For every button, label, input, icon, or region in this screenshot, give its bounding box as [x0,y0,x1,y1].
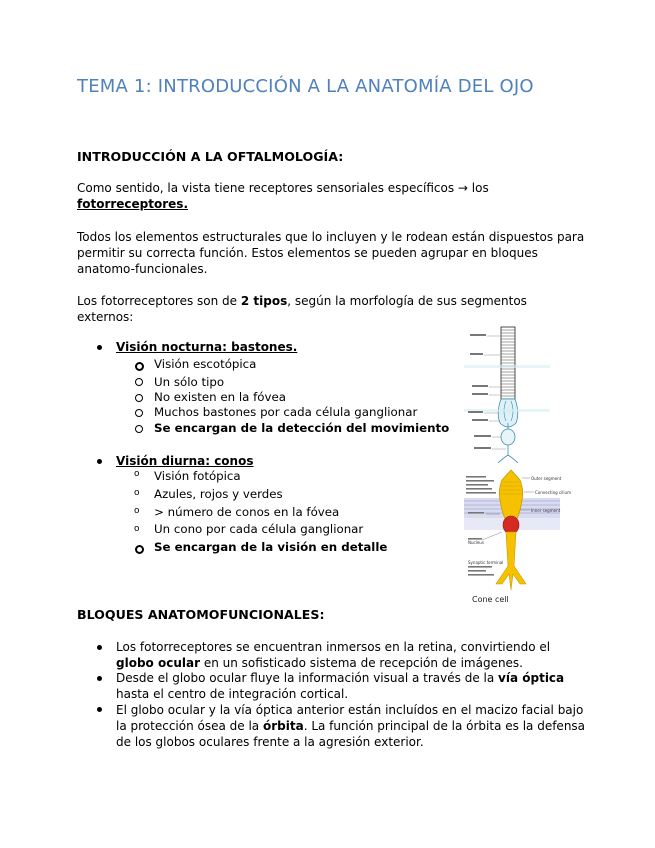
bullet-dot [97,645,102,650]
bullet-small-o: o [134,524,140,534]
bullet-circle [135,362,144,371]
rods-item-2: Un sólo tipo [154,375,225,389]
bullet-circle [135,378,143,386]
bullet-dot [97,707,102,712]
cone-label-synaptic-terminal: Synaptic terminal [468,560,504,565]
cone-label-connecting-cilium: Connecting cilium [535,490,571,495]
cones-item-1: Visión fotópica [154,469,241,483]
text-line: , según la morfología de sus segmentos [287,294,527,308]
cones-item-2: Azules, rojos y verdes [154,487,283,501]
page-title: TEMA 1: INTRODUCCIÓN A LA ANATOMÍA DEL OJO [77,76,534,97]
section-heading-introduccion: INTRODUCCIÓN A LA OFTALMOLOGÍA: [77,149,344,164]
rods-item-5: Se encargan de la detección del movimiento [154,421,450,435]
bullet-small-o: o [134,469,140,479]
rod-cell-illustration [462,325,567,465]
cone-label-outer-segment: Outer segment [531,476,562,481]
section-heading-bloques: BLOQUES ANATOMOFUNCIONALES: [77,607,325,622]
bloques-item-1: Los fotorreceptores se encuentran inmersos en la retina, convirtiendo el globo ocular en un sofisticado sistema de recepción de imágenes. [116,640,551,670]
text-line: permitir su correcta función. Estos elementos se pueden agrupar en bloques [77,246,538,260]
cone-cell-illustration [464,470,571,605]
cones-item-4: Un cono por cada célula ganglionar [154,522,364,536]
cone-label-inner-segment: Inner segment [531,508,561,513]
rods-item-1: Visión escotópica [154,357,257,371]
text-globo-ocular: globo ocular [116,656,200,670]
cone-cell-caption: Cone cell [472,595,509,604]
bullet-circle [135,425,143,433]
bullet-small-o: o [134,506,140,516]
cones-item-3: > número de conos en la fóvea [154,505,340,519]
rods-item-3: No existen en la fóvea [154,390,286,404]
cones-item-5: Se encargan de la visión en detalle [154,540,388,554]
bullet-circle [135,394,143,402]
rods-item-4: Muchos bastones por cada célula ganglionar [154,405,418,419]
text-via-optica: vía óptica [498,671,565,685]
text-orbita: órbita [262,719,304,733]
text-line: Los fotorreceptores son de [77,294,241,308]
paragraph-tipos [77,293,587,325]
bullet-circle [135,545,144,554]
bullet-small-o: o [134,488,140,498]
paragraph-elementos [77,229,587,277]
bullet-circle [135,409,143,417]
bullet-dot [97,676,102,681]
cones-heading: Visión diurna: conos [116,454,254,468]
bloques-item-2: Desde el globo ocular fluye la información visual a través de la vía óptica hasta el centro de integración cortical. [116,671,565,701]
rods-heading: Visión nocturna: bastones. [116,340,298,354]
text-receptores: Como sentido, la vista tiene receptores sensoriales específicos → los [77,181,489,195]
text-line: anatomo-funcionales. [77,262,208,276]
text-line: externos: [77,310,134,324]
bullet-dot [97,459,102,464]
text-line: Todos los elementos estructurales que lo incluyen y le rodean están dispuestos para [77,230,585,244]
cone-label-nucleus: Nucleus [468,540,484,545]
paragraph-receptores [77,180,587,212]
bullet-dot [97,345,102,350]
bloques-item-3: El globo ocular y la vía óptica anterior están incluídos en el macizo facial bajo la protección ósea de la órbita. La función principal de la órbita es la defensa de los globos oculares frente a la agresión exterior. [116,703,586,749]
text-2-tipos: 2 tipos [240,294,288,308]
text-fotorreceptores: fotorreceptores. [77,197,188,211]
